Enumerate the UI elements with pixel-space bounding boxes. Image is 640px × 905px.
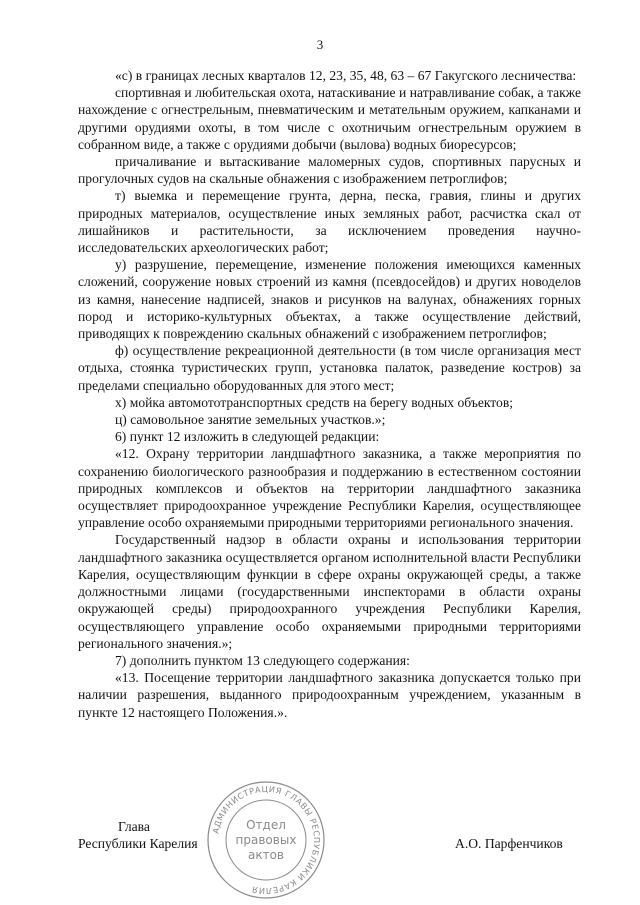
signature-title: Глава — [118, 819, 150, 834]
paragraph: у) разрушение, перемещение, изменение положения имеющихся каменных сложений, сооружение новых строений из камня (псевдосейдов) и других новоделов из камня, нанесение надписей, знаков и рисунков на валунах, обнажениях горных пород и историко-культурных объектах, а также осуществление действий, приводящих к повреждению скальных обнажений с изображением петроглифов; — [78, 257, 581, 342]
paragraph: ф) осуществление рекреационной деятельности (в том числе организация мест отдыха, стоянка туристических групп, установка палаток, разведение костров) за пределами специально оборудованных для этого мест; — [78, 343, 581, 393]
stamp-center-line-2: правовых — [235, 833, 297, 847]
paragraph: спортивная и любительская охота, натаскивание и натравливание собак, а также нахождение с огнестрельным, пневматическим и метательным оружием, капканами и другими орудиями охоты, в том числе с охотничьим огнестрельным оружием в собранном виде, а также с орудиями добычи (вылова) водных биоресурсов; — [78, 85, 581, 152]
paragraph: 6) пункт 12 изложить в следующей редакции: — [115, 429, 380, 445]
stamp-center-line-1: Отдел — [246, 818, 286, 832]
signatory-name: А.О. Парфенчиков — [455, 836, 563, 851]
document-body — [78, 67, 581, 721]
paragraph: т) выемка и перемещение грунта, дерна, песка, гравия, глины и других природных материалов, осуществление иных земляных работ, расчистка скал от лишайников и растительности, за исключением проведения научно-исследовательских археологических работ; — [78, 188, 581, 256]
stamp-ring-textpath: АДМИНИСТРАЦИЯ ГЛАВЫ РЕСПУБЛИКИ КАРЕЛИЯ — [210, 783, 323, 897]
stamp-seal — [204, 778, 328, 902]
paragraph: причаливание и вытаскивание маломерных судов, спортивных парусных и прогулочных судов на скальные обнажения с изображением петроглифов; — [78, 154, 581, 187]
paragraph: «12. Охрану территории ландшафтного заказника, а также мероприятия по сохранению биологического разнообразия и поддержанию в естественном состоянии природных комплексов и объектов на территории ландшафтного заказника осуществляет природоохранное учреждение Республики Карелия, осуществляющее управление особо охраняемыми природными территориями регионального значения. — [78, 446, 581, 531]
stamp-center-line-3: актов — [247, 848, 285, 862]
paragraph: х) мойка автомототранспортных средств на берегу водных объектов; — [115, 394, 514, 410]
paragraph: «13. Посещение территории ландшафтного заказника допускается только при наличии разрешения, выданного природоохранным учреждением, указанным в пункте 12 настоящего Положения.». — [78, 670, 581, 720]
paragraph: «с) в границах лесных кварталов 12, 23, 35, 48, 63 – 67 Гакугского лесничества: — [115, 68, 577, 83]
page-number: 3 — [316, 37, 324, 52]
paragraph: 7) дополнить пунктом 13 следующего содержания: — [115, 652, 410, 668]
paragraph: Государственный надзор в области охраны и использования территории ландшафтного заказника осуществляется органом исполнительной власти Республики Карелия, осуществляющим функции в сфере охраны окружающей среды, а также должностными лицами (государственными инспекторами в области охраны окружающей среды) природоохранного учреждения Республики Карелия, осуществляющего управление особо охраняемыми природными территориями регионального значения.»; — [78, 532, 581, 651]
paragraph: ц) самовольное занятие земельных участков.»; — [115, 412, 386, 428]
signature-organization: Республики Карелия — [78, 836, 198, 851]
